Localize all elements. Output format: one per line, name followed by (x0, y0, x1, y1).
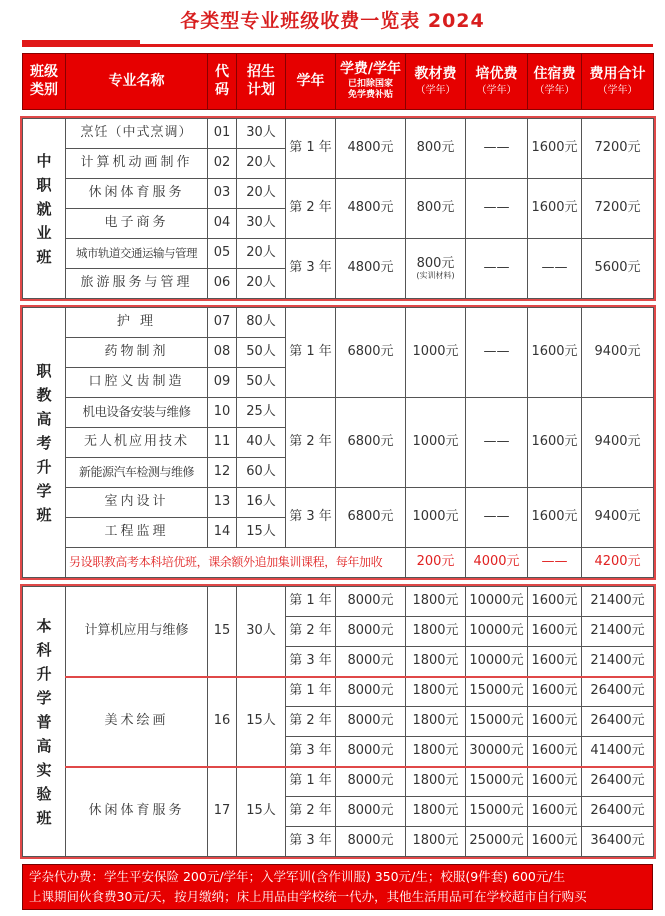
major-plan: 15人 (237, 677, 286, 767)
housing-cell: 1600元 (528, 647, 582, 677)
header-total: 费用合计 （学年） (582, 54, 654, 110)
housing-cell: —— (528, 239, 582, 299)
total-cell: 5600元 (582, 239, 654, 299)
section-undergrad-experimental (22, 586, 654, 857)
total-cell: 9400元 (582, 308, 654, 398)
table-row (23, 119, 654, 149)
major-plan: 30人 (237, 209, 286, 239)
tutoring-cell: 15000元 (466, 677, 528, 707)
tuition-cell: 8000元 (336, 737, 406, 767)
table-row (23, 398, 654, 428)
extra-fee-note: 另设职教高考本科培优班，课余额外追加集训课程，每年加收 (66, 548, 406, 578)
major-plan: 40人 (237, 428, 286, 458)
books-value: 800元 (416, 255, 455, 271)
major-name: 无人机应用技术 (66, 428, 208, 458)
major-plan: 50人 (237, 368, 286, 398)
major-code: 10 (208, 398, 237, 428)
major-code: 06 (208, 269, 237, 299)
tuition-cell: 6800元 (336, 308, 406, 398)
tuition-cell: 6800元 (336, 488, 406, 548)
tuition-cell: 8000元 (336, 707, 406, 737)
books-cell: 1800元 (406, 797, 466, 827)
tutoring-cell: —— (466, 398, 528, 488)
tuition-cell: 8000元 (336, 587, 406, 617)
major-code: 03 (208, 179, 237, 209)
books-cell: 1800元 (406, 737, 466, 767)
total-cell: 7200元 (582, 179, 654, 239)
header-plan: 招生计划 (237, 54, 286, 110)
year-cell: 第 2 年 (286, 617, 336, 647)
books-cell: 1000元 (406, 398, 466, 488)
table-row (23, 179, 654, 209)
year-cell: 第 2 年 (286, 797, 336, 827)
tutoring-cell: 10000元 (466, 617, 528, 647)
section-vocational-exam (22, 307, 654, 578)
books-cell: 1800元 (406, 587, 466, 617)
major-plan: 20人 (237, 149, 286, 179)
total-cell: 26400元 (582, 707, 654, 737)
major-code: 12 (208, 458, 237, 488)
major-code: 13 (208, 488, 237, 518)
books-cell: 1800元 (406, 767, 466, 797)
misc-fees-line-1: 学杂代办费：学生平安保险 200元/学年；入学军训(含作训服) 350元/生；校服(9件套) 600元/生 (29, 869, 566, 884)
year-cell: 第 1 年 (286, 119, 336, 179)
major-name: 新能源汽车检测与维修 (66, 458, 208, 488)
total-cell: 21400元 (582, 617, 654, 647)
tutoring-cell: 15000元 (466, 767, 528, 797)
misc-fees-line-2: 上课期间伙食费30元/天，按月缴纳；床上用品由学校统一代办，其他生活用品可在学校超市自行购买 (29, 889, 587, 904)
header-tuition (336, 54, 406, 110)
table-row (23, 308, 654, 338)
major-name: 电子商务 (66, 209, 208, 239)
housing-cell: 1600元 (528, 119, 582, 179)
page-title: 各类型专业班级收费一览表 2024 (180, 10, 485, 32)
major-plan: 15人 (237, 767, 286, 857)
tutoring-cell: 25000元 (466, 827, 528, 857)
major-name: 烹饪（中式烹调） (66, 119, 208, 149)
books-cell: 1800元 (406, 647, 466, 677)
year-cell: 第 3 年 (286, 488, 336, 548)
books-cell: 1800元 (406, 827, 466, 857)
total-cell: 41400元 (582, 737, 654, 767)
major-name: 药物制剂 (66, 338, 208, 368)
header-tuition-note2: 免学费补贴 (347, 90, 393, 101)
books-cell: 800元 (406, 119, 466, 179)
books-cell: 1800元 (406, 707, 466, 737)
tuition-cell: 8000元 (336, 617, 406, 647)
housing-cell: 1600元 (528, 587, 582, 617)
tuition-cell: 8000元 (336, 677, 406, 707)
category-cell: 本科升学普高实验班 (23, 587, 66, 857)
table-row (23, 767, 654, 797)
total-cell: 7200元 (582, 119, 654, 179)
major-code: 15 (208, 587, 237, 677)
tutoring-cell: —— (466, 119, 528, 179)
year-cell: 第 1 年 (286, 767, 336, 797)
housing-cell: 1600元 (528, 308, 582, 398)
table-header (22, 53, 654, 110)
total-cell: 36400元 (582, 827, 654, 857)
major-name: 旅游服务与管理 (66, 269, 208, 299)
major-code: 05 (208, 239, 237, 269)
books-cell: 1800元 (406, 617, 466, 647)
books-cell: 1000元 (406, 488, 466, 548)
year-cell: 第 3 年 (286, 647, 336, 677)
books-cell: 1800元 (406, 677, 466, 707)
major-code: 07 (208, 308, 237, 338)
major-code: 04 (208, 209, 237, 239)
major-name: 休闲体育服务 (66, 767, 208, 857)
major-plan: 15人 (237, 518, 286, 548)
major-name: 美术绘画 (66, 677, 208, 767)
tutoring-cell: 10000元 (466, 647, 528, 677)
housing-cell: 1600元 (528, 398, 582, 488)
major-code: 11 (208, 428, 237, 458)
books-cell: 800元 (406, 179, 466, 239)
header-tuition-note1: 已扣除国家 (347, 78, 393, 89)
major-code: 02 (208, 149, 237, 179)
tuition-cell: 4800元 (336, 179, 406, 239)
header-housing: 住宿费 （学年） (528, 54, 582, 110)
major-plan: 80人 (237, 308, 286, 338)
total-cell: 9400元 (582, 488, 654, 548)
major-code: 16 (208, 677, 237, 767)
major-name: 口腔义齿制造 (66, 368, 208, 398)
header-code: 代码 (208, 54, 237, 110)
major-plan: 30人 (237, 587, 286, 677)
major-plan: 25人 (237, 398, 286, 428)
total-cell: 26400元 (582, 677, 654, 707)
major-name: 计算机动画制作 (66, 149, 208, 179)
year-cell: 第 2 年 (286, 707, 336, 737)
year-cell: 第 1 年 (286, 677, 336, 707)
books-note: (实训材料) (416, 270, 455, 280)
extra-tutoring: 4000元 (466, 548, 528, 578)
tutoring-cell: —— (466, 179, 528, 239)
tutoring-cell: —— (466, 239, 528, 299)
tuition-cell: 8000元 (336, 827, 406, 857)
major-code: 09 (208, 368, 237, 398)
tuition-cell: 4800元 (336, 119, 406, 179)
header-major: 专业名称 (66, 54, 208, 110)
extra-books: 200元 (406, 548, 466, 578)
tuition-cell: 6800元 (336, 398, 406, 488)
major-plan: 60人 (237, 458, 286, 488)
tutoring-cell: 30000元 (466, 737, 528, 767)
major-name: 城市轨道交通运输与管理 (66, 239, 208, 269)
books-cell: 1000元 (406, 308, 466, 398)
housing-cell: 1600元 (528, 707, 582, 737)
year-cell: 第 3 年 (286, 827, 336, 857)
major-name: 工程监理 (66, 518, 208, 548)
table-row (23, 587, 654, 617)
major-plan: 20人 (237, 239, 286, 269)
tutoring-cell: 15000元 (466, 707, 528, 737)
header-tuition-label: 学费/学年 (339, 61, 402, 78)
total-cell: 9400元 (582, 398, 654, 488)
header-tutoring: 培优费 （学年） (466, 54, 528, 110)
major-plan: 50人 (237, 338, 286, 368)
tuition-cell: 4800元 (336, 239, 406, 299)
major-plan: 30人 (237, 119, 286, 149)
major-name: 护 理 (66, 308, 208, 338)
table-row (23, 488, 654, 518)
extra-housing: —— (528, 548, 582, 578)
title-underline-thin (22, 44, 653, 47)
total-cell: 21400元 (582, 647, 654, 677)
major-name: 计算机应用与维修 (66, 587, 208, 677)
major-code: 01 (208, 119, 237, 149)
year-cell: 第 1 年 (286, 587, 336, 617)
major-code: 14 (208, 518, 237, 548)
housing-cell: 1600元 (528, 797, 582, 827)
tuition-cell: 8000元 (336, 797, 406, 827)
major-plan: 20人 (237, 179, 286, 209)
books-cell (406, 239, 466, 299)
extra-total: 4200元 (582, 548, 654, 578)
housing-cell: 1600元 (528, 488, 582, 548)
major-plan: 20人 (237, 269, 286, 299)
housing-cell: 1600元 (528, 617, 582, 647)
major-plan: 16人 (237, 488, 286, 518)
major-code: 17 (208, 767, 237, 857)
extra-fee-row (23, 548, 654, 578)
section-vocational-employment (22, 118, 654, 299)
housing-cell: 1600元 (528, 767, 582, 797)
header-books: 教材费 （学年） (406, 54, 466, 110)
tutoring-cell: —— (466, 308, 528, 398)
table-row (23, 677, 654, 707)
total-cell: 26400元 (582, 767, 654, 797)
table-row (23, 239, 654, 269)
tutoring-cell: 15000元 (466, 797, 528, 827)
header-category: 班级类别 (23, 54, 66, 110)
year-cell: 第 3 年 (286, 737, 336, 767)
total-cell: 21400元 (582, 587, 654, 617)
year-cell: 第 3 年 (286, 239, 336, 299)
housing-cell: 1600元 (528, 677, 582, 707)
header-year: 学年 (286, 54, 336, 110)
tutoring-cell: 10000元 (466, 587, 528, 617)
year-cell: 第 2 年 (286, 398, 336, 488)
year-cell: 第 2 年 (286, 179, 336, 239)
housing-cell: 1600元 (528, 179, 582, 239)
housing-cell: 1600元 (528, 827, 582, 857)
major-name: 休闲体育服务 (66, 179, 208, 209)
category-cell: 职教高考升学班 (23, 308, 66, 578)
major-name: 机电设备安装与维修 (66, 398, 208, 428)
year-cell: 第 1 年 (286, 308, 336, 398)
tuition-cell: 8000元 (336, 767, 406, 797)
tutoring-cell: —— (466, 488, 528, 548)
major-code: 08 (208, 338, 237, 368)
major-name: 室内设计 (66, 488, 208, 518)
tuition-cell: 8000元 (336, 647, 406, 677)
housing-cell: 1600元 (528, 737, 582, 767)
total-cell: 26400元 (582, 797, 654, 827)
category-cell: 中职就业班 (23, 119, 66, 299)
misc-fees-note (22, 864, 653, 910)
